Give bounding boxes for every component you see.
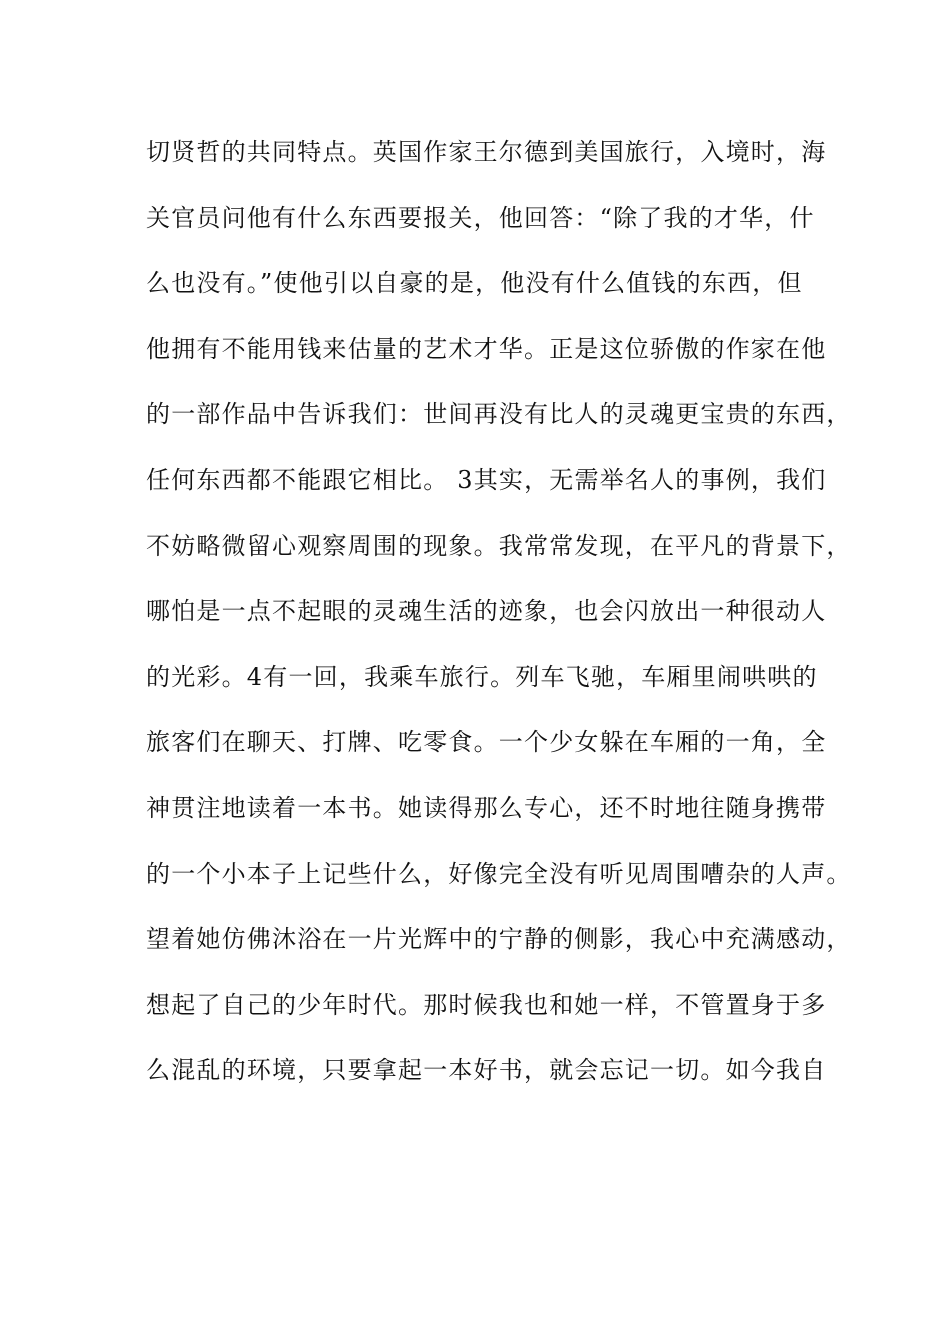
- text-line: 想起了自己的少年时代。那时候我也和她一样，不管置身于多: [146, 990, 827, 1019]
- text-line: 他拥有不能用钱来估量的艺术才华。正是这位骄傲的作家在他: [146, 334, 827, 363]
- text-line: 的一部作品中告诉我们：世间再没有比人的灵魂更宝贵的东西，: [146, 400, 852, 429]
- text-line: 不妨略微留心观察周围的现象。我常常发现，在平凡的背景下，: [146, 531, 852, 560]
- text-line: 么也没有。”使他引以自豪的是，他没有什么值钱的东西，但: [146, 269, 803, 298]
- text-line: 旅客们在聊天、打牌、吃零食。一个少女躲在车厢的一角，全: [146, 728, 827, 757]
- text-line: 哪怕是一点不起眼的灵魂生活的迹象，也会闪放出一种很动人: [146, 597, 827, 626]
- text-line: 切贤哲的共同特点。英国作家王尔德到美国旅行，入境时，海: [146, 138, 827, 166]
- text-line: 望着她仿佛沐浴在一片光辉中的宁静的侧影，我心中充满感动，: [146, 925, 852, 954]
- body-text: [146, 132, 852, 1116]
- text-line: 任何东西都不能跟它相比。 3其实，无需举名人的事例，我们: [146, 465, 827, 494]
- text-line: 的一个小本子上记些什么，好像完全没有听见周围嘈杂的人声。: [146, 859, 852, 888]
- text-line: 神贯注地读着一本书。她读得那么专心，还不时地往随身携带: [146, 793, 827, 822]
- text-line: 关官员问他有什么东西要报关，他回答：“除了我的才华，什: [146, 203, 815, 232]
- text-line: 的光彩。4有一回，我乘车旅行。列车飞驰，车厢里闹哄哄的: [146, 662, 818, 691]
- text-line: 么混乱的环境，只要拿起一本好书，就会忘记一切。如今我自: [146, 1056, 827, 1085]
